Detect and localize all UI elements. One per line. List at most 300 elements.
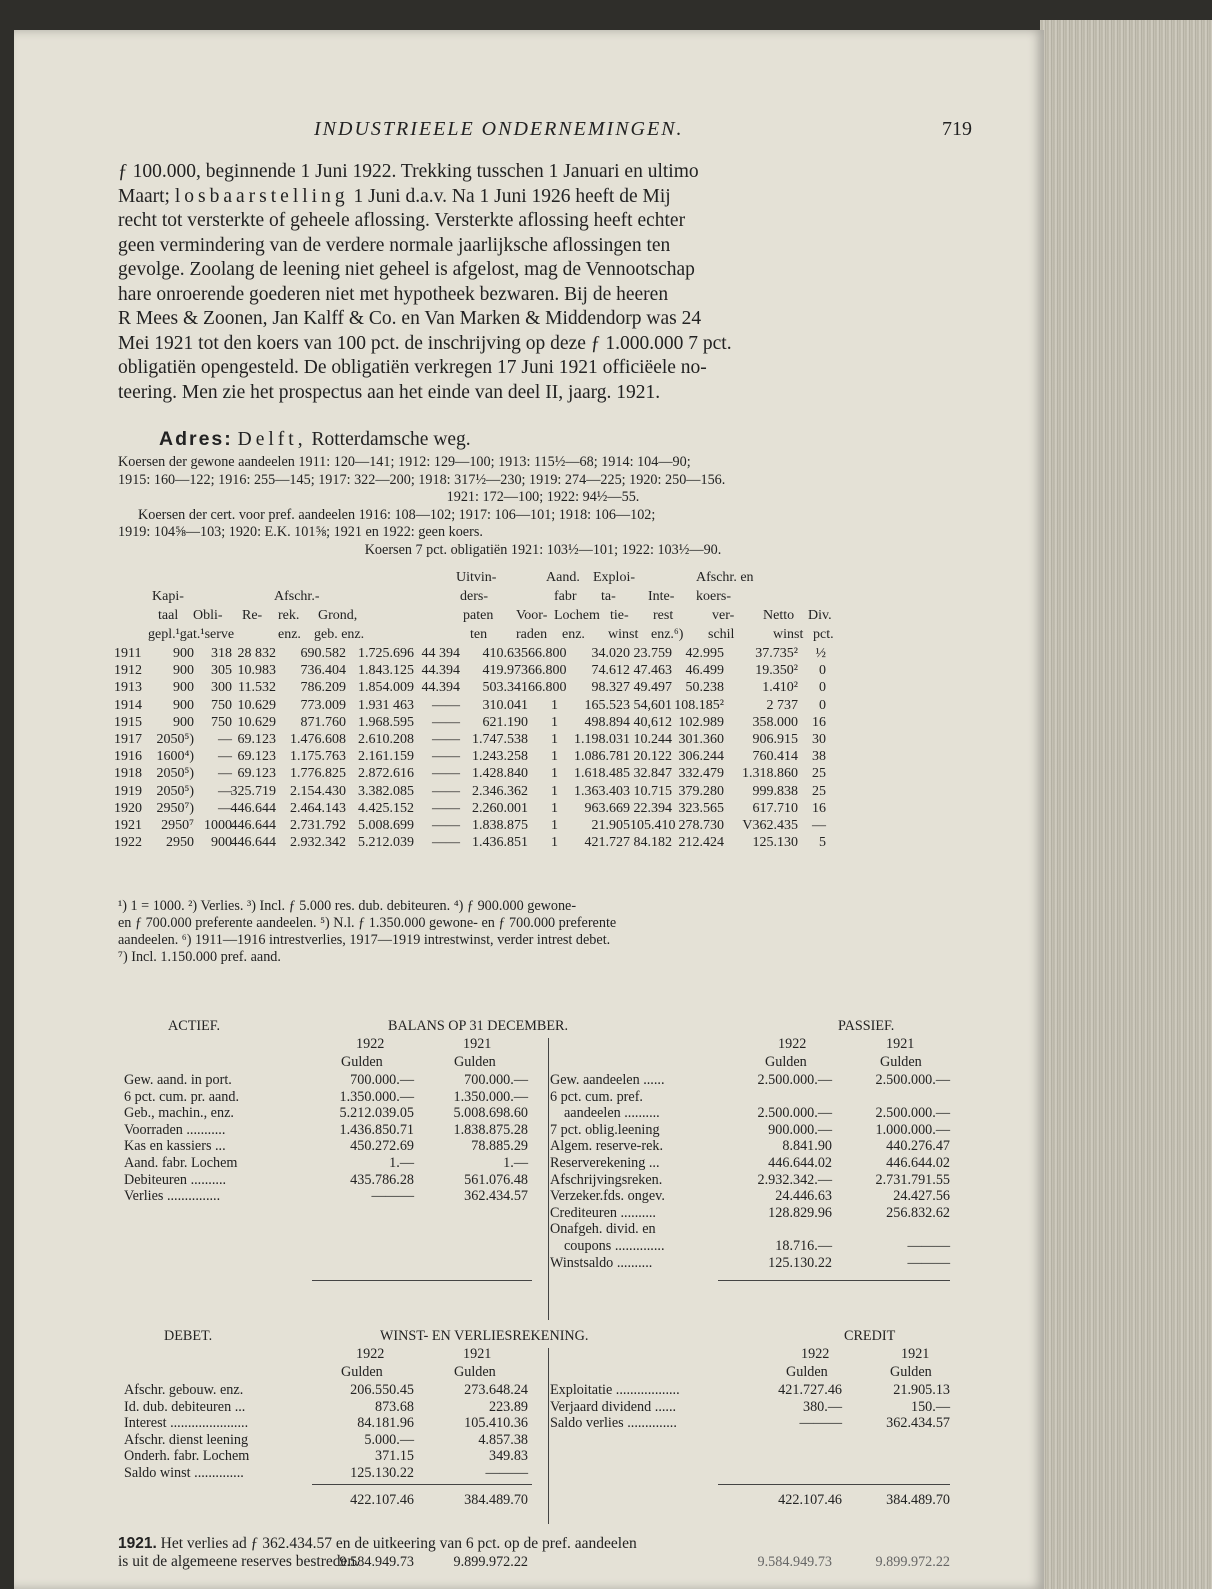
table-cell: 900 xyxy=(173,663,194,679)
table-cell: 1 xyxy=(551,817,558,833)
table-cell: 1.086.781 xyxy=(574,749,630,765)
table-row xyxy=(114,817,968,835)
ledger-row xyxy=(118,1122,968,1139)
table-cell: 760.414 xyxy=(752,749,798,765)
table-cell: 49.497 xyxy=(633,680,672,696)
table-cell: 50.238 xyxy=(685,680,724,696)
table-cell: 2.346.362 xyxy=(472,783,528,799)
ledger-cell: 206.550.45 xyxy=(350,1382,414,1398)
table-cell: 1.968.595 xyxy=(358,714,414,730)
text-line: gevolge. Zoolang de leening niet geheel is afgelost, mag de Vennootschap xyxy=(118,259,695,280)
table-cell: 1 xyxy=(551,783,558,799)
table-cell: 32.847 xyxy=(633,766,672,782)
table-cell: 786.209 xyxy=(300,680,346,696)
table-cell: 44.394 xyxy=(421,680,460,696)
ledger-cell: 7 pct. oblig.leening xyxy=(550,1121,660,1138)
table-cell: 999.838 xyxy=(752,783,798,799)
quote-line: 1921: 172—100; 1922: 94½—55. xyxy=(446,489,640,505)
ledger-cell: Aand. fabr. Lochem xyxy=(124,1155,238,1171)
table-cell: — xyxy=(218,731,232,747)
table-cell: 1922 xyxy=(114,835,142,851)
table-cell: 1 xyxy=(551,697,558,713)
table-cell: —— xyxy=(432,817,460,833)
table-cell: 617.710 xyxy=(752,800,798,816)
table-cell: 1916 xyxy=(114,749,142,765)
quote-line: 1915: 160—122; 1916: 255—145; 1917: 322—200; 1918: 317½—230; 1919: 274—225; 1920: 250—156. xyxy=(118,471,726,488)
table-cell: 2.932.342 xyxy=(290,835,346,851)
book-page xyxy=(14,30,1044,1589)
table-cell: —— xyxy=(432,697,460,713)
table-cell: 1921 xyxy=(114,817,142,833)
table-cell: 1.436.851 xyxy=(472,835,528,851)
quote-line: Koersen 7 pct. obligatiën 1921: 103½—101; 1922: 103½—90. xyxy=(364,541,722,558)
balance-totals: 9.584.949.73 9.899.972.22 9.584.949.73 9.899.972.22 xyxy=(339,1554,950,1570)
table-cell: 1.476.608 xyxy=(290,731,346,747)
table-cell: —— xyxy=(432,714,460,730)
ledger-cell: 18.716.— xyxy=(775,1238,832,1254)
table-cell: 1914 xyxy=(114,697,142,713)
quotations-block xyxy=(118,454,968,559)
running-title: INDUSTRIEELE ONDERNEMINGEN. xyxy=(314,118,684,140)
table-row xyxy=(114,663,968,680)
ledger-cell: 125.130.22 xyxy=(768,1254,832,1271)
table-cell: 871.760 xyxy=(300,714,346,730)
ledger-cell: Algem. reserve-rek. xyxy=(550,1138,664,1155)
table-cell: — xyxy=(812,817,826,833)
ledger-row xyxy=(118,1415,968,1432)
text-line: hare onroerende goederen niet met hypotheek bezwaren. Bij de heeren xyxy=(118,283,669,305)
ledger-cell: 440.276.47 xyxy=(886,1138,950,1155)
ledger-cell: Verlies ............... xyxy=(124,1188,221,1205)
ledger-cell: 105.410.36 xyxy=(464,1415,528,1432)
table-cell: 278.730 xyxy=(678,817,724,833)
table-cell: 358.000 xyxy=(752,714,798,730)
text-line: R Mees & Zoonen, Jan Kalff & Co. en Van Marken & Middendorp was 24 xyxy=(118,308,702,329)
table-cell: 125.130 xyxy=(752,835,798,851)
table-cell: 900 xyxy=(211,835,232,851)
ledger-cell: 700.000.— xyxy=(464,1072,528,1088)
ledger-row xyxy=(118,1221,968,1238)
table-cell: 46.499 xyxy=(685,663,724,679)
footnotes xyxy=(118,898,968,966)
table-cell: 212.424 xyxy=(678,835,724,851)
ledger-cell: 24.427.56 xyxy=(893,1188,950,1205)
ledger-cell: 2.500.000.— xyxy=(757,1105,832,1122)
table-cell: 1.838.875 xyxy=(472,817,528,833)
table-cell: 2050⁵) xyxy=(156,783,194,799)
table-cell: 1.410² xyxy=(762,680,798,696)
table-cell: 4.425.152 xyxy=(358,800,414,816)
ledger-row xyxy=(118,1089,968,1106)
table-cell: 40,612 xyxy=(633,714,672,730)
page-number: 719 xyxy=(942,118,972,140)
table-cell: 621.190 xyxy=(482,714,528,730)
ledger-cell: Crediteuren .......... xyxy=(550,1204,656,1221)
table-cell: 47.463 xyxy=(633,663,672,679)
text-line: obligatiën opengesteld. De obligatiën verkregen 17 Juni 1921 officiëele no- xyxy=(118,357,707,378)
ledger-row xyxy=(118,1105,968,1122)
ledger-cell: ——— xyxy=(907,1238,950,1254)
ledger-cell: ——— xyxy=(907,1254,950,1271)
table-cell: 690.582 xyxy=(300,646,346,661)
text-line: recht tot versterkte of geheele aflossing. Versterkte aflossing heeft echter xyxy=(118,210,686,231)
table-cell: 66.800 xyxy=(528,680,567,696)
address-city: Delft, xyxy=(237,429,307,450)
ledger-cell: Kas en kassiers ... xyxy=(124,1138,226,1155)
column-divider xyxy=(548,1038,549,1320)
ledger-cell: 2.500.000.— xyxy=(875,1105,950,1122)
table-cell: 44.394 xyxy=(421,663,460,679)
table-cell: 306.244 xyxy=(678,749,724,765)
table-cell: 44 394 xyxy=(421,646,460,661)
table-cell: 42.995 xyxy=(685,646,724,661)
ledger-cell: 8.841.90 xyxy=(782,1138,832,1155)
footnote-line: en ƒ 700.000 preferente aandeelen. ⁵) N.l. ƒ 1.350.000 gewone- en ƒ 700.000 preferente xyxy=(118,915,617,931)
table-cell: 318 xyxy=(211,646,232,661)
balance-rows xyxy=(118,1072,968,1272)
ledger-cell: 450.272.69 xyxy=(350,1138,414,1155)
text-line: Maart; losbaarstelling 1 Juni d.a.v. Na 1 Juni 1926 heeft de Mij xyxy=(118,185,671,207)
table-cell: 3.382.085 xyxy=(358,783,414,799)
ledger-cell: 1.838.875.28 xyxy=(453,1121,528,1138)
table-cell: 2.872.616 xyxy=(358,766,414,782)
ledger-cell: aandeelen .......... xyxy=(564,1105,660,1122)
pl-rows xyxy=(118,1382,968,1492)
table-cell: 69.123 xyxy=(237,766,276,782)
table-cell: 498.894 xyxy=(584,714,630,730)
table-cell: 1.175.763 xyxy=(290,749,346,765)
table-cell: 1913 xyxy=(114,680,142,696)
table-cell: —— xyxy=(432,731,460,747)
ledger-cell: 362.434.57 xyxy=(464,1188,528,1205)
table-cell: 16 xyxy=(812,714,826,730)
table-cell: 1920 xyxy=(114,800,142,816)
table-row xyxy=(114,646,968,663)
table-cell: 20.122 xyxy=(633,749,672,765)
address-line xyxy=(159,428,471,451)
table-cell: 1.318.860 xyxy=(742,766,798,782)
ledger-cell: 421.727.46 xyxy=(778,1382,842,1398)
ledger-cell: Onderh. fabr. Lochem xyxy=(124,1448,250,1465)
ledger-cell: 5.008.698.60 xyxy=(453,1105,528,1122)
table-cell: 0 xyxy=(819,680,826,696)
table-cell: 503.341 xyxy=(482,680,528,696)
table-cell: 1.776.825 xyxy=(290,766,346,782)
ledger-cell: Afschr. dienst leening xyxy=(124,1431,249,1448)
table-cell: 301.360 xyxy=(678,731,724,747)
ledger-cell: 125.130.22 xyxy=(350,1465,414,1481)
table-cell: 0 xyxy=(819,697,826,713)
table-cell: 1.931 463 xyxy=(358,697,414,713)
total-rule xyxy=(312,1280,532,1281)
ledger-cell: 446.644.02 xyxy=(768,1155,832,1171)
ledger-cell: Saldo verlies .............. xyxy=(550,1415,677,1432)
ledger-cell: 561.076.48 xyxy=(464,1171,528,1188)
ledger-cell: Gew. aandeelen ...... xyxy=(550,1072,665,1088)
total-rule xyxy=(312,1484,532,1485)
ledger-row xyxy=(118,1188,968,1205)
table-cell: 1000 xyxy=(204,817,232,833)
table-cell: 446.644 xyxy=(230,817,276,833)
table-cell: 22.394 xyxy=(633,800,672,816)
table-row xyxy=(114,835,968,852)
table-cell: 69.123 xyxy=(237,731,276,747)
text-line: Mei 1921 tot den koers van 100 pct. de inschrijving op deze ƒ 1.000.000 7 pct. xyxy=(118,332,732,354)
table-cell: —— xyxy=(432,766,460,782)
table-cell: 66.800 xyxy=(528,663,567,679)
table-cell: 105.410 xyxy=(630,817,676,833)
table-cell: 2950⁷) xyxy=(156,800,194,816)
ledger-cell: Reserverekening ... xyxy=(550,1155,660,1171)
table-cell: 1917 xyxy=(114,731,142,747)
ledger-cell: 78.885.29 xyxy=(471,1138,528,1155)
table-cell: 5.008.699 xyxy=(358,817,414,833)
ledger-cell: 84.181.96 xyxy=(357,1415,414,1432)
ledger-cell: 21.905.13 xyxy=(893,1382,950,1398)
table-cell: 23.759 xyxy=(633,646,672,661)
table-cell: 963.669 xyxy=(584,800,630,816)
table-cell: 1.843.125 xyxy=(358,663,414,679)
table-cell: 900 xyxy=(173,697,194,713)
profit-loss-account: DEBET. WINST- EN VERLIESREKENING. CREDIT 1922 1921 1922 1921 Gulden Gulden Gulden Gulden Afschr. gebouw. enz. 206.550.45 273.648.24 Id. dub. debiteuren ... 873.68 223.89 Interest ...................... 84.181.96 105.410.36 Afschr. dienst leening 5.000.— 4.857.38 Onderh. fabr. Lochem 371.15 349.83 Saldo winst .............. 125.130.22 ——— Exploitatie .................. 421.727.46 21.905.13 Verjaard dividend ...... 380.— 150.— Saldo verlies .............. ——— 362.434.57 422.107.46 384.489.70 422.107.46 384.489.70 xyxy=(118,1328,968,1528)
address-street: Rotterdamsche weg. xyxy=(311,429,471,450)
table-cell: 332.479 xyxy=(678,766,724,782)
table-cell: ½ xyxy=(815,646,826,661)
ledger-cell: 1.350.000.— xyxy=(339,1088,414,1105)
ledger-cell: 873.68 xyxy=(374,1398,414,1415)
ledger-cell: 256.832.62 xyxy=(886,1204,950,1221)
ledger-cell: Afschrijvingsreken. xyxy=(550,1171,663,1188)
ledger-row xyxy=(118,1432,968,1449)
ledger-cell: 273.648.24 xyxy=(464,1382,528,1398)
ledger-cell: 1.000.000.— xyxy=(875,1121,950,1138)
total-rule xyxy=(718,1280,950,1281)
table-cell: 69.123 xyxy=(237,749,276,765)
table-cell: 10.629 xyxy=(237,697,276,713)
ledger-cell: ——— xyxy=(371,1188,414,1205)
table-cell: 300 xyxy=(211,680,232,696)
table-cell: 10.629 xyxy=(237,714,276,730)
table-cell: 1 xyxy=(551,749,558,765)
ledger-cell: 2.500.000.— xyxy=(757,1072,832,1088)
table-cell: —— xyxy=(432,835,460,851)
table-cell: — xyxy=(218,766,232,782)
table-cell: 108.185² xyxy=(674,697,724,713)
ledger-cell: 6 pct. cum. pref. xyxy=(550,1088,643,1105)
table-row xyxy=(114,714,968,732)
ledger-cell: Onafgeh. divid. en xyxy=(550,1221,656,1238)
table-cell: 1.854.009 xyxy=(358,680,414,696)
ledger-cell: 2.500.000.— xyxy=(875,1072,950,1088)
address-label: Adres: xyxy=(159,428,233,450)
table-cell: 1 xyxy=(551,714,558,730)
table-cell: 2950 xyxy=(166,835,194,851)
text-line: ƒ 100.000, beginnende 1 Juni 1922. Trekking tusschen 1 Januari en ultimo xyxy=(118,161,699,182)
ledger-cell: 2.731.791.55 xyxy=(875,1171,950,1188)
table-cell: 2.260.001 xyxy=(472,800,528,816)
ledger-cell: 349.83 xyxy=(488,1448,528,1465)
table-cell: 1.243.258 xyxy=(472,749,528,765)
ledger-cell: 5.000.— xyxy=(364,1431,414,1448)
table-cell: 1.747.538 xyxy=(472,731,528,747)
table-cell: 1 xyxy=(551,766,558,782)
table-cell: 84.182 xyxy=(633,835,672,851)
table-cell: 102.989 xyxy=(678,714,724,730)
ledger-cell: ——— xyxy=(799,1415,842,1432)
table-cell: 419.973 xyxy=(482,663,528,679)
ledger-cell: Winstsaldo .......... xyxy=(550,1254,653,1271)
body-paragraph xyxy=(118,160,968,405)
ledger-cell: 24.446.63 xyxy=(775,1188,832,1205)
ledger-cell: Interest ...................... xyxy=(124,1415,249,1432)
ledger-cell: 362.434.57 xyxy=(886,1415,950,1432)
ledger-cell: Saldo winst .............. xyxy=(124,1465,244,1481)
table-cell: 1600⁴) xyxy=(156,749,194,765)
table-cell: 1.198.031 xyxy=(574,731,630,747)
table-cell: 165.523 xyxy=(584,697,630,713)
footnote-line: ⁷) Incl. 1.150.000 pref. aand. xyxy=(118,949,281,965)
ledger-cell: 1.— xyxy=(503,1155,528,1171)
table-cell: 21.905 xyxy=(591,817,630,833)
ledger-cell: 700.000.— xyxy=(350,1072,414,1088)
ledger-row xyxy=(118,1205,968,1222)
table-cell: 750 xyxy=(211,714,232,730)
ledger-cell: Voorraden ........... xyxy=(124,1121,226,1138)
table-row xyxy=(114,800,968,818)
table-cell: V362.435 xyxy=(742,817,798,833)
total-rule xyxy=(718,1484,950,1485)
ledger-cell: Verzeker.fds. ongev. xyxy=(550,1188,665,1205)
table-row xyxy=(114,731,968,749)
table-cell: 446.644 xyxy=(230,835,276,851)
pl-heading: DEBET. WINST- EN VERLIESREKENING. CREDIT xyxy=(164,1328,896,1344)
footnote-line: ¹) 1 = 1000. ²) Verlies. ³) Incl. ƒ 5.000 res. dub. debiteuren. ⁴) ƒ 900.000 gewone- xyxy=(118,898,577,914)
ledger-row xyxy=(118,1399,968,1416)
table-cell: 25 xyxy=(812,783,826,799)
ledger-row xyxy=(118,1155,968,1172)
table-cell: 305 xyxy=(211,663,232,679)
table-row xyxy=(114,680,968,697)
table-cell: 74.612 xyxy=(591,663,630,679)
table-cell: 98.327 xyxy=(591,680,630,696)
table-cell: 34.020 xyxy=(591,646,630,661)
table-body xyxy=(114,646,968,852)
table-cell: — xyxy=(218,800,232,816)
ledger-cell: 150.— xyxy=(910,1398,950,1415)
table-cell: 1918 xyxy=(114,766,142,782)
table-cell: 900 xyxy=(173,680,194,696)
quote-line: Koersen der cert. voor pref. aandeelen 1916: 108—102; 1917: 106—101; 1918: 106—102; xyxy=(138,506,656,523)
balance-heading: ACTIEF. BALANS OP 31 DECEMBER. PASSIEF. xyxy=(168,1018,895,1034)
ledger-cell: coupons .............. xyxy=(564,1238,665,1254)
table-cell: 773.009 xyxy=(300,697,346,713)
table-cell: 1911 xyxy=(114,646,142,661)
table-cell: 1 xyxy=(551,835,558,851)
footer-year: 1921. xyxy=(118,1535,157,1552)
table-cell: 2050⁵) xyxy=(156,766,194,782)
text-line: geen vermindering van de verdere normale jaarlijksche aflossingen ten xyxy=(118,234,671,256)
table-cell: — xyxy=(218,749,232,765)
table-cell: 906.915 xyxy=(752,731,798,747)
table-cell: 900 xyxy=(173,714,194,730)
footnote-line: aandeelen. ⁶) 1911—1916 intrestverlies, 1917—1919 intrestwinst, verder intrest debet. xyxy=(118,932,611,948)
ledger-cell: Geb., machin., enz. xyxy=(124,1105,234,1122)
table-row xyxy=(114,783,968,801)
table-cell: 1.363.403 xyxy=(574,783,630,799)
table-cell: 2 737 xyxy=(766,697,798,713)
table-cell: 310.041 xyxy=(482,697,528,713)
quote-line: Koersen der gewone aandeelen 1911: 120—141; 1912: 129—100; 1913: 115½—68; 1914: 104—90; xyxy=(118,454,691,470)
table-cell: —— xyxy=(432,800,460,816)
table-row xyxy=(114,749,968,766)
ledger-cell: 128.829.96 xyxy=(768,1204,832,1221)
ledger-row xyxy=(118,1382,968,1399)
ledger-row xyxy=(118,1072,968,1089)
ledger-cell: Debiteuren .......... xyxy=(124,1171,227,1188)
footer-note: 1921. Het verlies ad ƒ 362.434.57 en de uitkeering van 6 pct. op de pref. aandeelen is uit de algemeene reserves bestreden. xyxy=(118,1535,637,1570)
pl-totals: 422.107.46 384.489.70 422.107.46 384.489.70 xyxy=(350,1492,950,1508)
table-cell: 410.635 xyxy=(482,646,528,661)
ledger-cell: 1.— xyxy=(389,1155,414,1171)
table-cell: 446.644 xyxy=(230,800,276,816)
table-cell: 28 832 xyxy=(237,646,276,661)
ledger-cell: Exploitatie .................. xyxy=(550,1382,680,1398)
table-cell: 325.719 xyxy=(230,783,276,799)
table-cell: 1919 xyxy=(114,783,142,799)
table-cell: 2.154.430 xyxy=(290,783,346,799)
ledger-cell: 380.— xyxy=(802,1398,842,1415)
table-cell: 0 xyxy=(819,663,826,679)
table-cell: 2950⁷ xyxy=(161,817,194,833)
financial-history-table xyxy=(114,570,968,852)
table-cell: 323.565 xyxy=(678,800,724,816)
table-cell: 421.727 xyxy=(584,835,630,851)
table-cell: 11.532 xyxy=(238,680,276,696)
table-cell: 379.280 xyxy=(678,783,724,799)
ledger-cell: Afschr. gebouw. enz. xyxy=(124,1382,244,1398)
ledger-cell: 1.436.850.71 xyxy=(339,1121,414,1138)
table-header: Uitvin- Aand. Exploi- Afschr. en Kapi- Afschr.- ders- fabr ta- Inte- koers- taal Obli- Re- rek. Grond, paten Voor- Lochem tie- rest ver- Netto Div. gepl.¹gat.¹serve enz. geb. enz. ten raden enz. winst enz.⁶) schil winst pct. xyxy=(148,570,834,642)
table-row xyxy=(114,766,968,783)
table-cell: 30 xyxy=(812,731,826,747)
ledger-cell: 446.644.02 xyxy=(886,1155,950,1171)
quote-line: 1919: 104⅝—103; 1920: E.K. 101⅝; 1921 en 1922: geen koers. xyxy=(118,524,483,540)
table-cell: 25 xyxy=(812,766,826,782)
table-cell: —— xyxy=(432,749,460,765)
ledger-cell: Id. dub. debiteuren ... xyxy=(124,1398,246,1415)
table-cell: 1 xyxy=(551,800,558,816)
ledger-cell: 371.15 xyxy=(374,1448,414,1465)
ledger-row xyxy=(118,1448,968,1465)
table-cell: —— xyxy=(432,783,460,799)
table-cell: 1.618.485 xyxy=(574,766,630,782)
ledger-row xyxy=(118,1255,968,1272)
book-page-edges xyxy=(1040,20,1212,1589)
table-cell: 2050⁵) xyxy=(156,731,194,747)
ledger-row xyxy=(118,1172,968,1189)
table-cell: 1 xyxy=(551,731,558,747)
ledger-row xyxy=(118,1238,968,1255)
table-cell: 1912 xyxy=(114,663,142,679)
table-cell: 900 xyxy=(173,646,194,661)
table-cell: 736.404 xyxy=(300,663,346,679)
ledger-cell: 435.786.28 xyxy=(350,1171,414,1188)
table-cell: 16 xyxy=(812,800,826,816)
table-cell: 2.731.792 xyxy=(290,817,346,833)
table-cell: 38 xyxy=(812,749,826,765)
ledger-cell: 4.857.38 xyxy=(478,1431,528,1448)
table-cell: 10.244 xyxy=(633,731,672,747)
